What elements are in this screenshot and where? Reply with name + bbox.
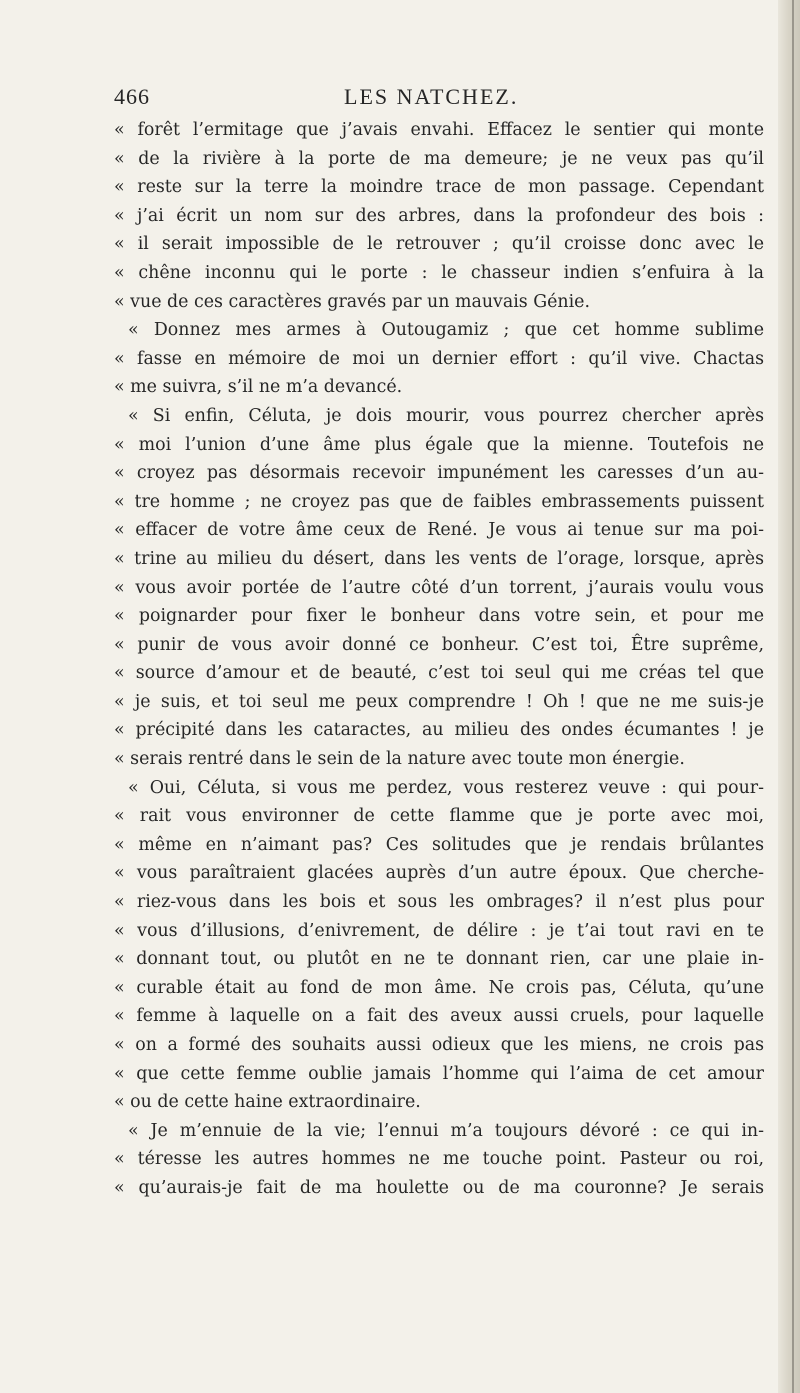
text-line: « effacer de votre âme ceux de René. Je vous ai tenue sur ma poi-	[114, 520, 764, 541]
text-line: « source d’amour et de beauté, c’est toi seul qui me créas tel que	[114, 663, 764, 684]
text-line: « curable était au fond de mon âme. Ne crois pas, Céluta, qu’une	[114, 977, 764, 998]
text-line: « que cette femme oublie jamais l’homme qui l’aima de cet amour	[114, 1063, 764, 1084]
running-title: LES NATCHEZ.	[344, 84, 519, 109]
text-line: « Oui, Céluta, si vous me perdez, vous resterez veuve : qui pour-	[128, 777, 764, 798]
text-line: « vous avoir portée de l’autre côté d’un torrent, j’aurais voulu vous	[114, 577, 764, 598]
text-line: « précipité dans les cataractes, au milieu des ondes écumantes ! je	[114, 720, 764, 741]
text-line: « Donnez mes armes à Outougamiz ; que cet homme sublime	[128, 320, 764, 341]
text-line: « moi l’union d’une âme plus égale que la mienne. Toutefois ne	[114, 434, 764, 455]
text-line: « Je m’ennuie de la vie; l’ennui m’a toujours dévoré : ce qui in-	[128, 1120, 764, 1141]
text-line: « riez-vous dans les bois et sous les ombrages? il n’est plus pour	[114, 892, 764, 913]
text-line: « croyez pas désormais recevoir impunément les caresses d’un au-	[114, 463, 764, 484]
text-line: « chêne inconnu qui le porte : le chasseur indien s’enfuira à la	[114, 262, 764, 283]
text-line: « rait vous environner de cette flamme que je porte avec moi,	[114, 806, 764, 827]
text-line: « vous paraîtraient glacées auprès d’un autre époux. Que cherche-	[114, 863, 764, 884]
text-line: « il serait impossible de le retrouver ; qu’il croisse donc avec le	[114, 234, 764, 255]
text-line: « trine au milieu du désert, dans les vents de l’orage, lorsque, après	[114, 548, 764, 569]
page-header	[114, 84, 764, 114]
page-edge-line	[792, 0, 794, 1393]
text-line: « me suivra, s’il ne m’a devancé.	[114, 377, 403, 398]
text-line: « forêt l’ermitage que j’avais envahi. Effacez le sentier qui monte	[114, 120, 764, 140]
text-line: « femme à laquelle on a fait des aveux aussi cruels, pour laquelle	[114, 1006, 764, 1027]
text-line: « Si enfin, Céluta, je dois mourir, vous pourrez chercher après	[128, 405, 764, 426]
text-line: « téresse les autres hommes ne me touche point. Pasteur ou roi,	[114, 1149, 764, 1170]
text-line: « de la rivière à la porte de ma demeure; je ne veux pas qu’il	[114, 148, 764, 169]
text-line: « punir de vous avoir donné ce bonheur. C’est toi, Être suprême,	[114, 634, 764, 655]
page-number: 466	[114, 84, 150, 109]
text-line: « donnant tout, ou plutôt en ne te donnant rien, car une plaie in-	[114, 949, 764, 970]
text-line: « vous d’illusions, d’enivrement, de délire : je t’ai tout ravi en te	[114, 920, 764, 941]
body-text	[114, 116, 764, 1203]
text-line: « serais rentré dans le sein de la nature avec toute mon énergie.	[114, 749, 685, 770]
text-line: « ou de cette haine extraordinaire.	[114, 1092, 421, 1113]
text-line: « vue de ces caractères gravés par un mauvais Génie.	[114, 291, 591, 312]
text-line: « j’ai écrit un nom sur des arbres, dans la profondeur des bois :	[114, 205, 764, 226]
text-line: « fasse en mémoire de moi un dernier effort : qu’il vive. Chactas	[114, 348, 764, 369]
text-line: « je suis, et toi seul me peux comprendre ! Oh ! que ne me suis-je	[114, 691, 764, 712]
page-edge-shadow	[778, 0, 800, 1393]
text-line: « poignarder pour fixer le bonheur dans votre sein, et pour me	[114, 606, 764, 627]
text-line: « on a formé des souhaits aussi odieux que les miens, ne crois pas	[114, 1035, 764, 1055]
text-line: « même en n’aimant pas? Ces solitudes que je rendais brûlantes	[114, 834, 764, 855]
text-line: « tre homme ; ne croyez pas que de faibles embrassements puissent	[114, 491, 764, 512]
text-line: « qu’aurais-je fait de ma houlette ou de ma couronne? Je serais	[114, 1177, 764, 1198]
text-line: « reste sur la terre la moindre trace de mon passage. Cependant	[114, 177, 764, 198]
